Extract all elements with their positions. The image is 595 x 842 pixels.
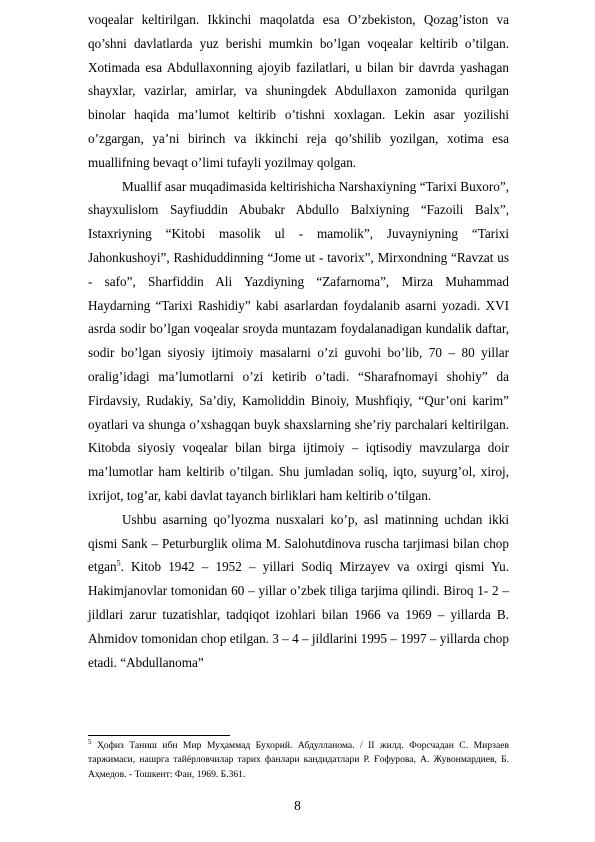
paragraph-3-text-before: Ushbu asarning qo’lyozma nusxalari ko’p, asl matinning uchdan ikki qismi Sank – Peturburglik olima M. Salohutdinova ruscha tarjimasi bilan chop etgan [88,511,509,575]
paragraph-1: voqealar keltirilgan. Ikkinchi maqolatda esa O’zbekiston, Qozag’iston va qo’shni davlatlarda yuz berishi mumkin bo’lgan voqealar keltirib o’tilgan. Xotimada esa Abdullaxonning ajoyib fazilatlari, u bilan bir davrda yashagan shayxlar, vazirlar, amirlar, va shuningdek Abdullaxon zamonida qurilgan binolar haqida ma’lumot keltirib o’tishni xoxlagan. Lekin asar yozilishi o’zgargan, ya’ni birinch va ikkinchi reja qo’shilib yozilgan, xotima esa muallifning bevaqt o’limi tufayli yozilmay qolgan. [88,12,509,170]
footnote-separator [88,735,230,736]
footnote [88,739,509,782]
paragraph-2: Muallif asar muqadimasida keltirishicha Narshaxiyning “Tarixi Buxoro”, shayxulislom Sayfiuddin Abubakr Abdullo Balxiyning “Fazoili Balx”, Istaxriyning “Kitobi masolik ul - mamolik”, Juvayniyning “Tarixi Jahonkushoyi”, Rashiduddinning “Jome ut - tavorix”, Mirxondning “Ravzat us - safo”, Sharfiddin Ali Yazdiyning “Zafarnoma”, Mirza Muhammad Haydarning “Tarixi Rashidiy” kabi asarlardan foydalanib asarni yozadi. XVI asrda sodir bo’lgan voqealar sroyda muntazam foydalanadigan kundalik daftar, sodir bo’lgan siyosiy ijtimoiy masalarni o’zi guvohi bo’lib, 70 – 80 yillar oralig’idagi ma’lumotlarni o’zi ketirib o’tadi. “Sharafnomayi shohiy” da Firdavsiy, Rudakiy, Sa’diy, Kamoliddin Binoiy, Mushfiqiy, “Qur’oni karim” oyatlari va shunga o’xshagqan buyk shaxslarning she’riy parchalari keltirilgan. Kitobda siyosiy voqealar bilan birga ijtimoiy – iqtisodiy mavzularga doir ma’lumotlar ham keltirib o’tilgan. Shu jumladan soliq, iqto, suyurg’ol, xiroj, ixrijot, tog’ar, kabi davlat tayanch birliklari ham keltirib o’tilgan. [88,178,509,503]
footnote-reference[interactable]: 5 [116,558,121,568]
body-text [88,8,509,674]
page-number: 8 [294,798,301,813]
footnote-text: Ҳофиз Таниш ибн Мир Муҳаммад Бухорий. Абдулланома. / II жилд. Форсчадан С. Мирзаев таржимаси, нашрга тайёрловчилар тарих фанлари кандидатлари Р. Ғофурова, А. Жувонмардиев, Б. Аҳмедов. - Тошкент: Фан, 1969. Б.361. [88,740,509,780]
paragraph-3-text-after: . Kitob 1942 – 1952 – yillari Sodiq Mirzayev va oxirgi qismi Yu. Hakimjanovlar tomonidan 60 – yillar o’zbek tiliga tarjima qilindi. Biroq 1- 2 – jildlari zarur tuzatishlar, tadqiqot izohlari bilan 1966 va 1969 – yillarda B. Ahmidov tomonidan chop etilgan. 3 – 4 – jildlarini 1995 – 1997 – yillarda chop etadi. “Abdullanoma” [88,559,509,670]
paragraph-3 [88,508,509,675]
footnote-marker: 5 [88,737,92,746]
